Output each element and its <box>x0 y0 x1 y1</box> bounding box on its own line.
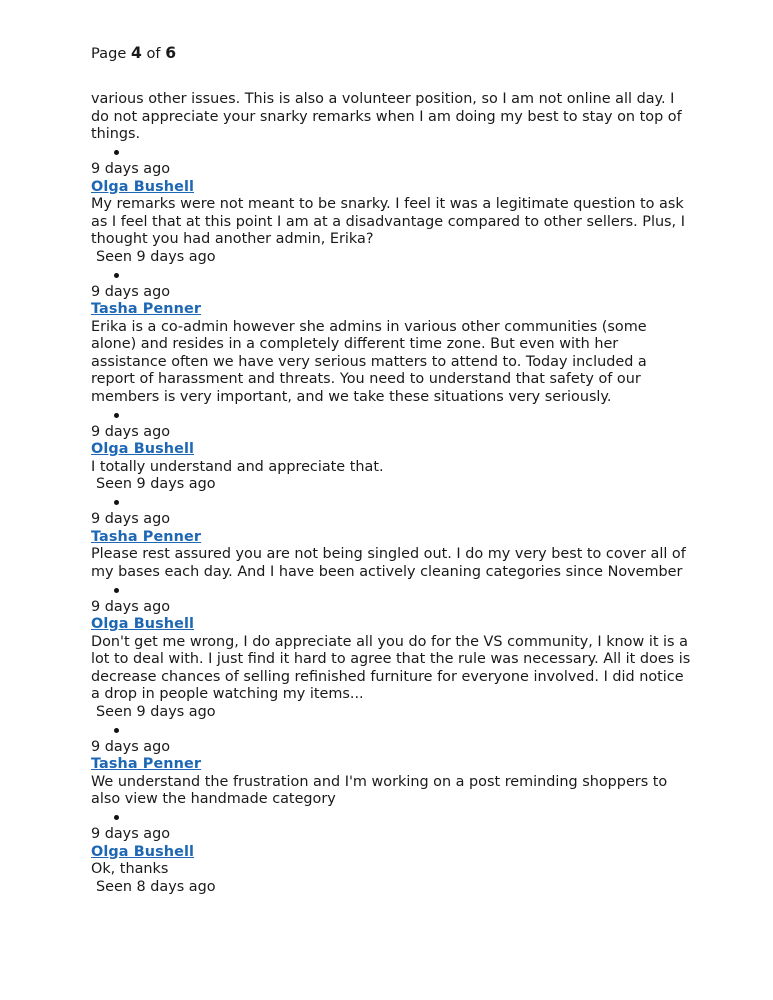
message-item <box>91 494 691 582</box>
bullet-dot-icon <box>114 150 119 155</box>
message-item <box>91 144 691 267</box>
total-pages-number: 6 <box>165 44 177 62</box>
message-text: Don't get me wrong, I do appreciate all you do for the VS community, I know it is a lot to deal with. I just find it hard to agree that the rule was necessary. All it does is decrease chances of selling refinished furniture for everyone involved. I did notice a drop in people watching my items... <box>91 633 691 702</box>
bullet-marker <box>91 809 691 827</box>
message-timestamp: 9 days ago <box>91 738 171 755</box>
bullet-marker <box>91 406 691 424</box>
bullet-dot-icon <box>114 273 119 278</box>
bullet-dot-icon <box>114 588 119 593</box>
message-timestamp: 9 days ago <box>91 826 171 842</box>
page-word: Page <box>91 45 127 62</box>
author-link[interactable]: Olga Bushell <box>91 178 195 195</box>
message-item <box>91 721 691 809</box>
author-link[interactable]: Tasha Penner <box>91 301 202 317</box>
author-link[interactable]: Tasha Penner <box>91 528 202 545</box>
message-timestamp: 9 days ago <box>91 283 171 300</box>
seen-status: Seen 9 days ago <box>96 476 216 492</box>
bullet-dot-icon <box>114 413 119 418</box>
message-text: Please rest assured you are not being singled out. I do my very best to cover all of my bases each day. And I have been actively cleaning categories since November <box>91 546 686 580</box>
message-text: Ok, thanks <box>91 861 169 877</box>
bullet-dot-icon <box>114 815 119 820</box>
author-link[interactable]: Tasha Penner <box>91 756 202 772</box>
message-text: various other issues. This is also a volunteer position, so I am not online all day. I do not appreciate your snarky remarks when I am doing my best to stay on top of things. <box>91 91 682 142</box>
author-link[interactable]: Olga Bushell <box>91 441 195 457</box>
message-item <box>91 266 691 406</box>
of-word: of <box>146 45 161 62</box>
bullet-dot-icon <box>114 500 119 505</box>
message-item <box>91 581 691 721</box>
author-link[interactable]: Olga Bushell <box>91 843 195 860</box>
bullet-marker <box>91 721 691 739</box>
author-link[interactable]: Olga Bushell <box>91 616 195 632</box>
message-text: I totally understand and appreciate that. <box>91 458 384 475</box>
message-text: Erika is a co-admin however she admins in various other communities (some alone) and resides in a completely different time zone. But even with her assistance often we have very serious matters to attend to. Today included a report of harassment and threats. You need to understand that safety of our members is very important, and we take these situations very seriously. <box>91 318 647 405</box>
seen-status: Seen 8 days ago <box>96 878 216 895</box>
message-timestamp: 9 days ago <box>91 161 171 177</box>
bullet-marker <box>91 144 691 162</box>
current-page-number: 4 <box>130 44 142 62</box>
message-timestamp: 9 days ago <box>91 598 171 615</box>
seen-status: Seen 9 days ago <box>96 248 216 265</box>
page-indicator <box>91 44 176 63</box>
message-timestamp: 9 days ago <box>91 511 171 527</box>
message-thread <box>91 91 691 896</box>
seen-status: Seen 9 days ago <box>96 703 216 720</box>
bullet-dot-icon <box>114 728 119 733</box>
message-text: My remarks were not meant to be snarky. I feel it was a legitimate question to ask as I feel that at this point I am at a disadvantage compared to other sellers. Plus, I thought you had another admin, Erika? <box>91 196 685 247</box>
bullet-marker <box>91 494 691 512</box>
message-item <box>91 406 691 494</box>
bullet-marker <box>91 581 691 599</box>
bullet-marker <box>91 266 691 284</box>
message-text: We understand the frustration and I'm working on a post reminding shoppers to also view the handmade category <box>91 773 668 807</box>
message-item <box>91 809 691 897</box>
message-timestamp: 9 days ago <box>91 423 171 440</box>
